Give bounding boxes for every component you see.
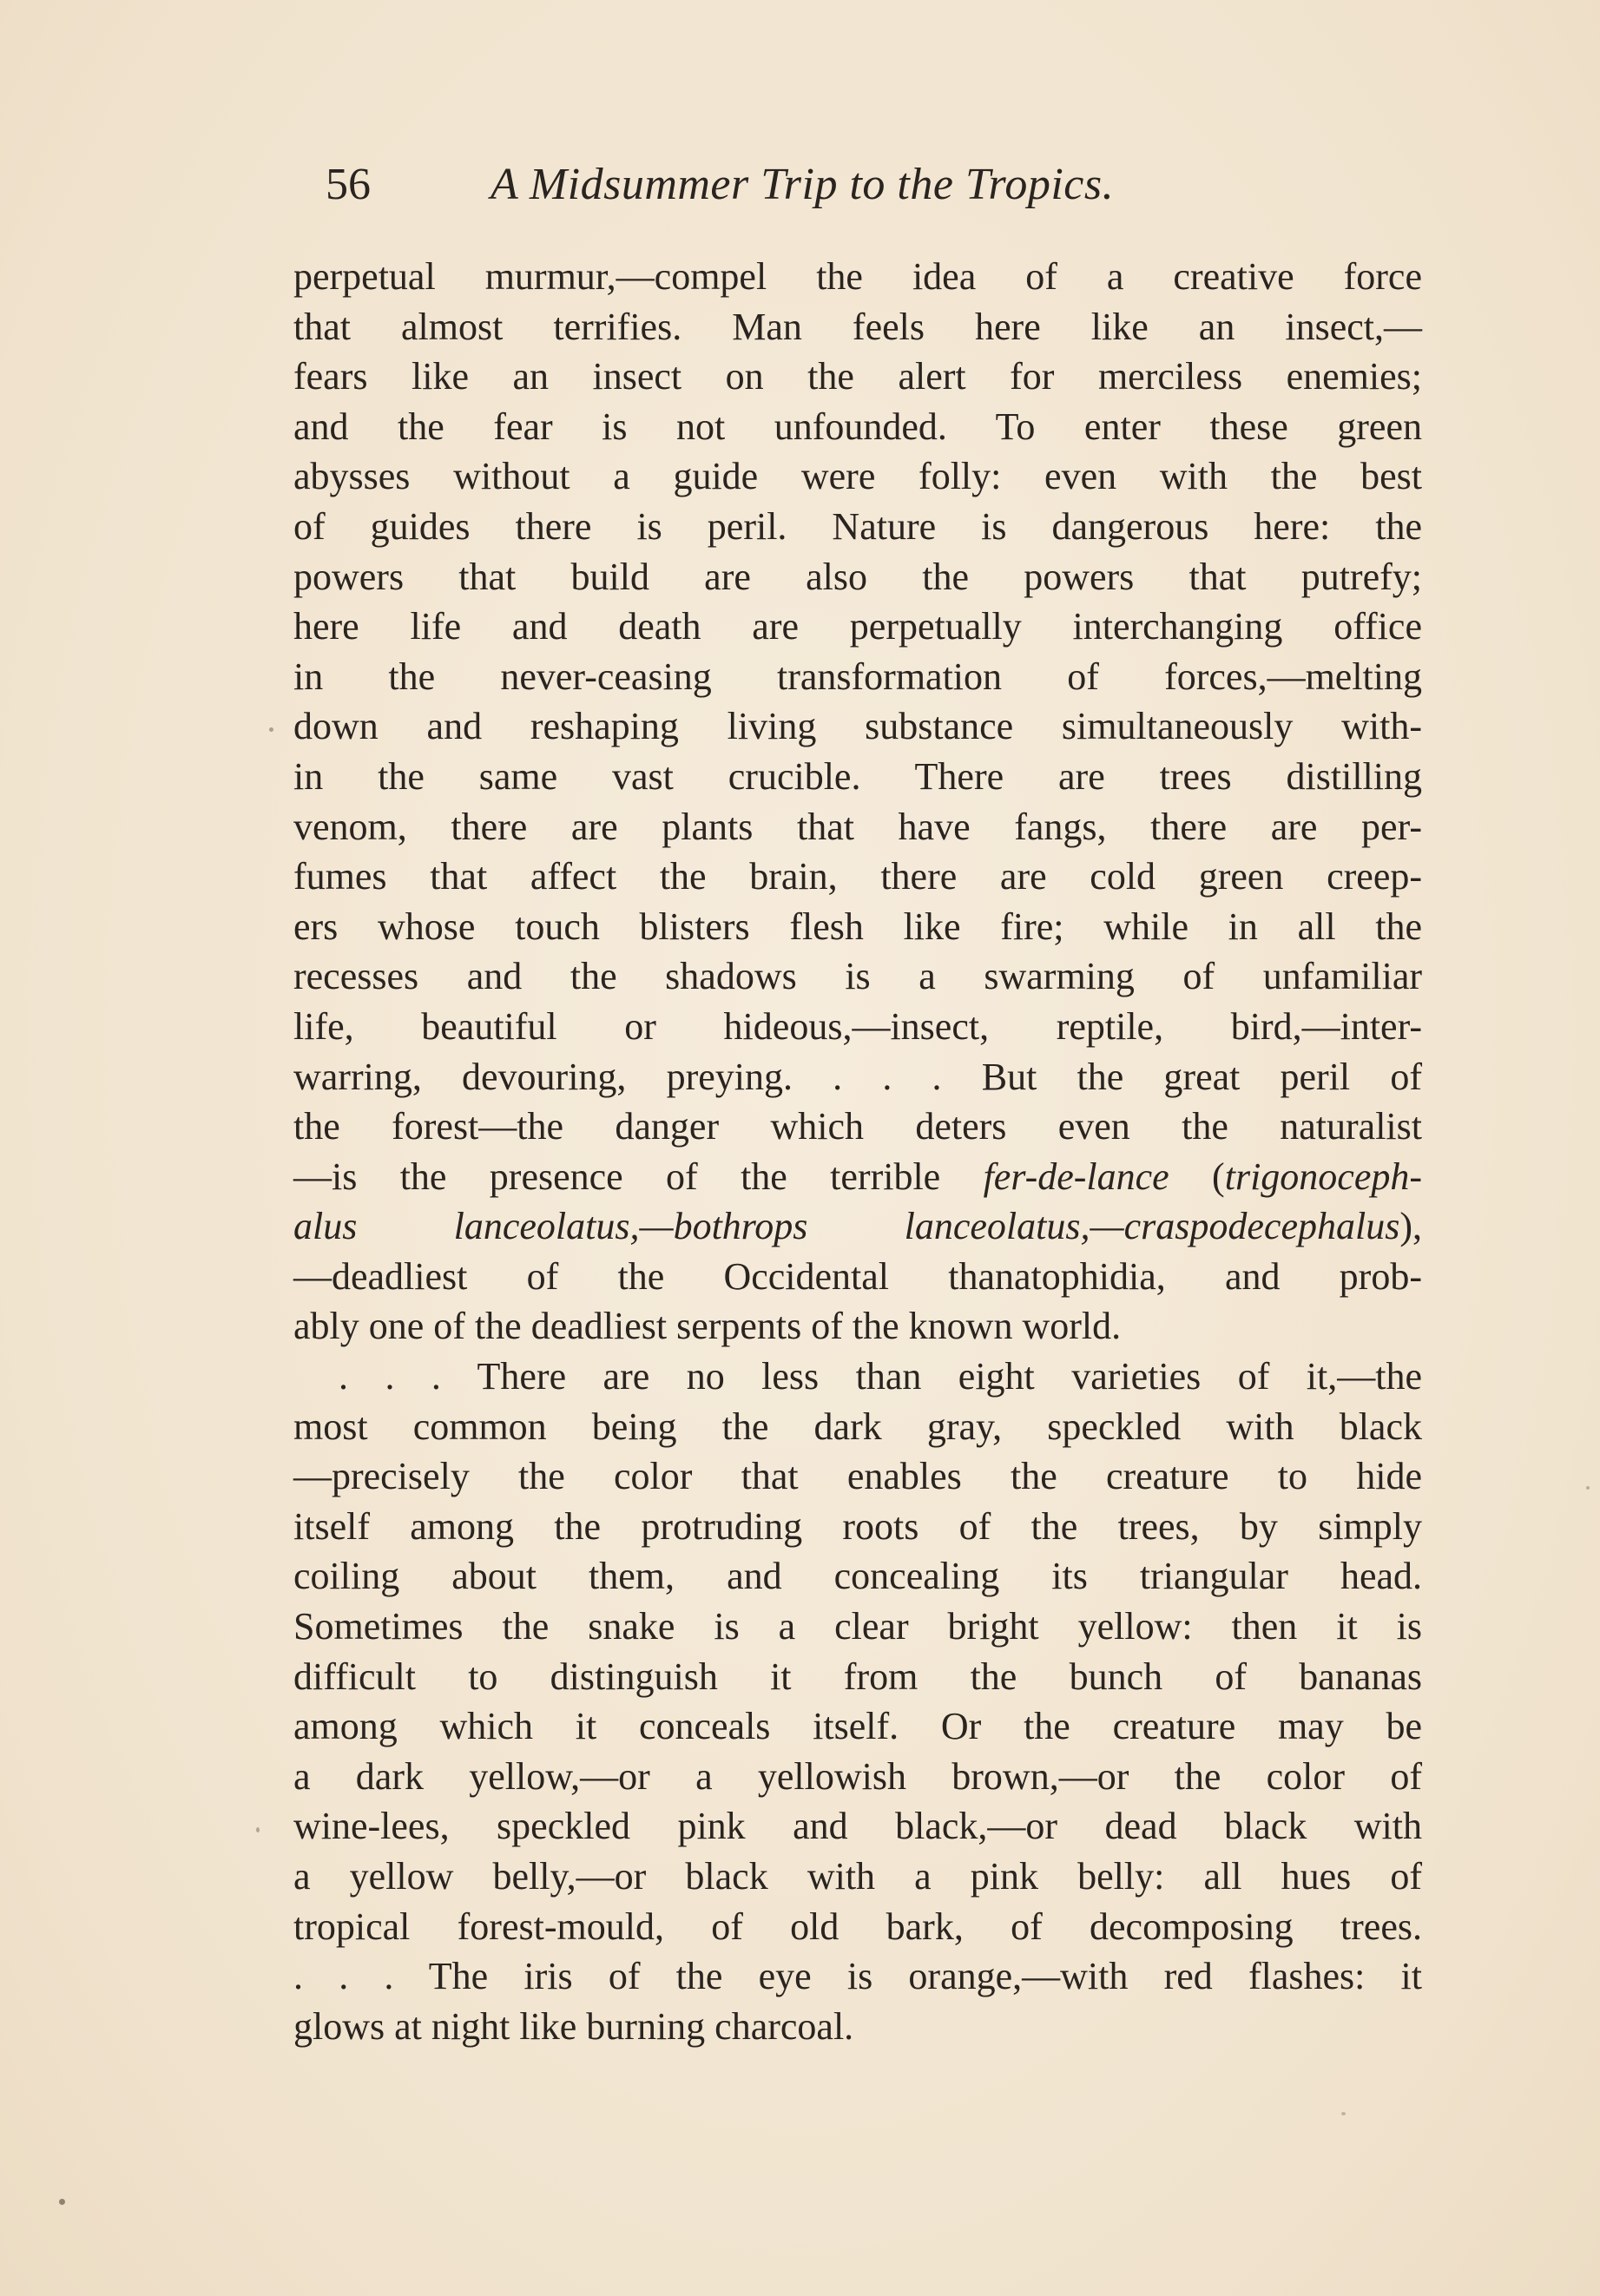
text-line: glows at night like burning charcoal.	[293, 2004, 854, 2048]
text-line: recesses and the shadows is a swarming of unfamiliar	[293, 955, 1422, 998]
text-line-mixed	[293, 1201, 1422, 1252]
text-line: wine-lees, speckled pink and black,—or dead black with	[293, 1805, 1422, 1848]
text-line: tropical forest-mould, of old bark, of decomposing trees.	[293, 1905, 1422, 1948]
text-line: among which it conceals itself. Or the creature may be	[293, 1705, 1422, 1748]
text-line: warring, devouring, preying. . . . But the great peril of	[293, 1055, 1422, 1098]
text-line: most common being the dark gray, speckled with black	[293, 1405, 1422, 1448]
italic-run: fer-de-lance	[983, 1155, 1169, 1198]
text-line: difficult to distinguish it from the bunch of bananas	[293, 1655, 1422, 1698]
text-line: ers whose touch blisters flesh like fire; while in all the	[293, 905, 1422, 948]
text-line: down and reshaping living substance simultaneously with-	[293, 705, 1422, 748]
text-line: the forest—the danger which deters even the naturalist	[293, 1105, 1422, 1148]
text-line: life, beautiful or hideous,—insect, reptile, bird,—inter-	[293, 1004, 1422, 1048]
body-text	[293, 252, 1422, 2051]
text-line: fumes that affect the brain, there are cold green creep-	[293, 855, 1422, 898]
text-line: —deadliest of the Occidental thanatophidia, and prob-	[293, 1254, 1422, 1298]
running-head	[326, 155, 1315, 215]
text-line: venom, there are plants that have fangs, there are per-	[293, 805, 1422, 848]
text-line: itself among the protruding roots of the trees, by simply	[293, 1504, 1422, 1548]
text-line: ably one of the deadliest serpents of the known world.	[293, 1305, 1122, 1348]
text-line: a dark yellow,—or a yellowish brown,—or the color of	[293, 1754, 1422, 1798]
text-line: . . . The iris of the eye is orange,—with red flashes: it	[293, 1955, 1422, 1998]
running-title: A Midsummer Trip to the Tropics.	[491, 160, 1115, 209]
text-line: that almost terrifies. Man feels here like an insect,—	[293, 305, 1422, 348]
text-line: a yellow belly,—or black with a pink belly: all hues of	[293, 1855, 1422, 1898]
text-line: in the never-ceasing transformation of forces,—melting	[293, 655, 1422, 698]
paper-speck	[256, 1827, 260, 1832]
text-line: in the same vast crucible. There are trees distilling	[293, 754, 1422, 798]
text-line: Sometimes the snake is a clear bright yellow: then it is	[293, 1605, 1422, 1648]
text-line: coiling about them, and concealing its triangular head.	[293, 1555, 1422, 1598]
text-line: . . . There are no less than eight varieties of it,—the	[339, 1355, 1422, 1398]
text-line: and the fear is not unfounded. To enter these green	[293, 405, 1422, 448]
text-line: perpetual murmur,—compel the idea of a creative force	[293, 255, 1422, 298]
paper-speck	[1586, 1486, 1590, 1490]
paper-speck	[269, 727, 273, 732]
text-line: powers that build are also the powers that putrefy;	[293, 555, 1422, 598]
italic-run: trigonoceph-	[1224, 1155, 1423, 1198]
text-line: of guides there is peril. Nature is dangerous here: the	[293, 504, 1422, 548]
paper-speck	[1341, 2112, 1346, 2115]
roman-run: ),	[1399, 1205, 1422, 1248]
paper-speck	[59, 2199, 65, 2205]
text-line: —precisely the color that enables the creature to hide	[293, 1455, 1422, 1498]
text-line: here life and death are perpetually interchanging office	[293, 605, 1422, 648]
roman-run: (	[1169, 1155, 1225, 1198]
text-line: fears like an insect on the alert for merciless enemies;	[293, 355, 1422, 398]
page-number: 56	[326, 160, 371, 209]
text-line-mixed	[293, 1152, 1422, 1202]
roman-run: —is the presence of the terrible	[293, 1155, 984, 1198]
text-line: abysses without a guide were folly: even with the best	[293, 455, 1422, 498]
italic-run: alus lanceolatus,—bothrops lanceolatus,—craspodecephalus	[293, 1205, 1400, 1248]
